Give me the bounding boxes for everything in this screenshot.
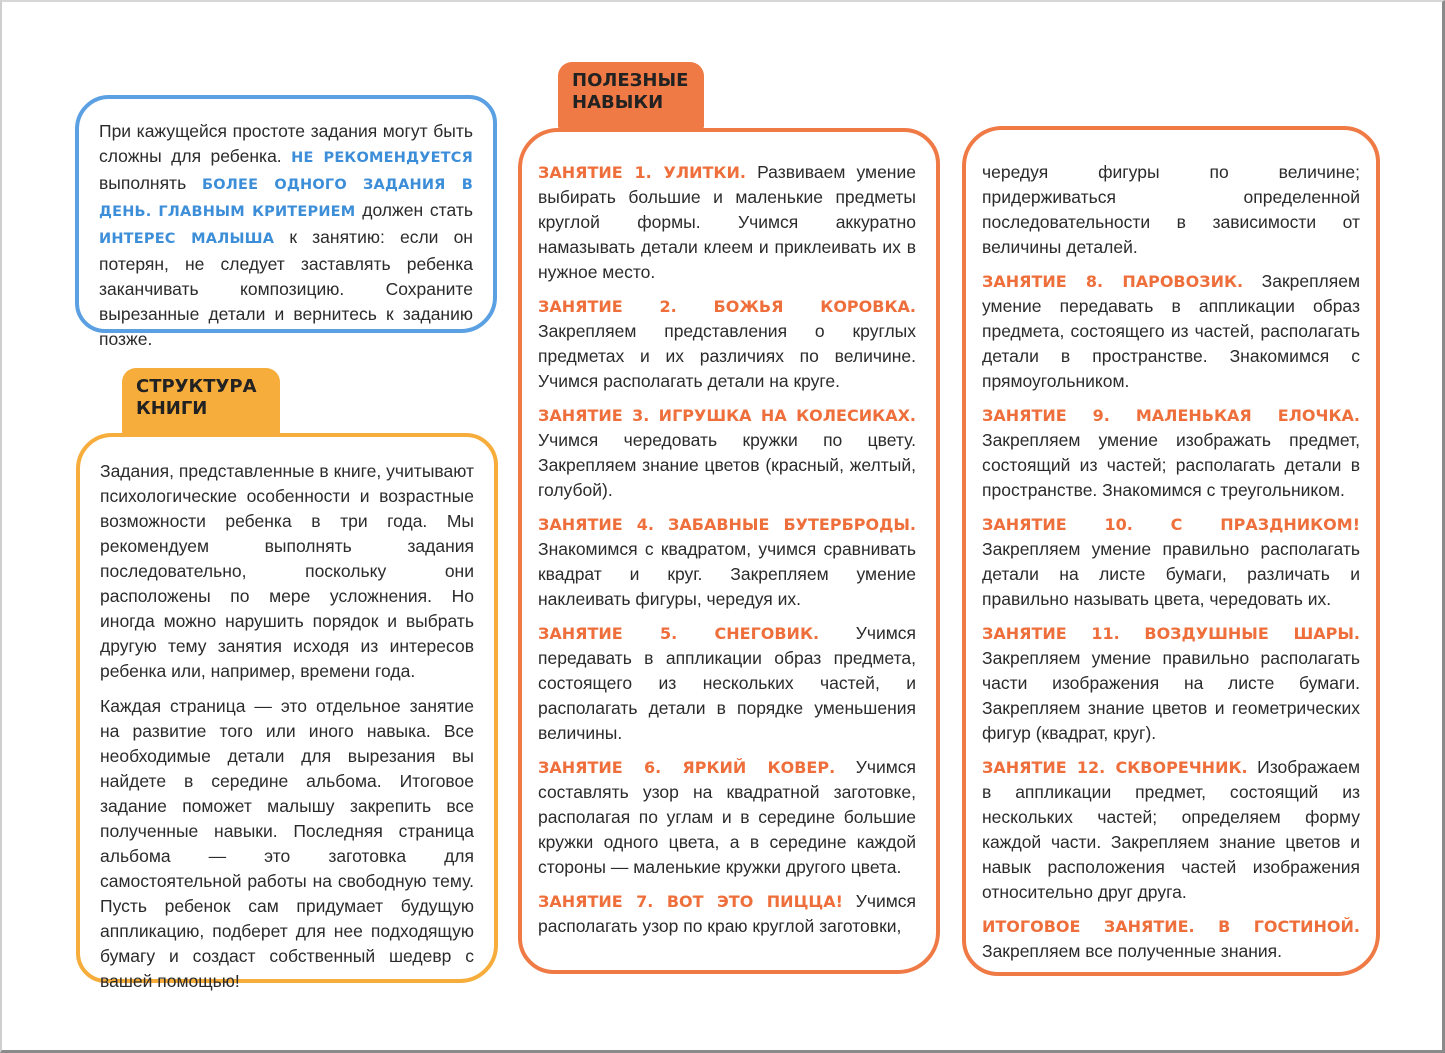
lesson-item <box>982 914 1360 964</box>
structure-tab-line1: СТРУКТУРА <box>136 376 257 397</box>
lesson-title: ЗАНЯТИЕ 5. СНЕГОВИК. <box>538 624 820 643</box>
lesson-text: Закрепляем умение правильно располагать детали на листе бумаги, различать и правильно называть цвета, чередовать их. <box>982 539 1360 609</box>
tip-highlight-one-task: БОЛЕЕ ОДНОГО ЗАДАНИЯ В ДЕНЬ. <box>99 177 473 220</box>
lesson-item <box>538 403 916 503</box>
lesson-item <box>982 755 1360 905</box>
lesson-title: ЗАНЯТИЕ 10. С ПРАЗДНИКОМ! <box>982 515 1360 534</box>
lesson-text: Учимся располагать узор по краю круглой заготовки, <box>538 891 916 936</box>
lesson-text: Закрепляем все полученные знания. <box>982 941 1282 961</box>
lesson-text: Закрепляем представления о круглых предметах и их различиях по величине. Учимся располагать детали на круге. <box>538 321 916 391</box>
lesson-text: Изображаем в аппликации предмет, состоящий из нескольких частей; определяем форму каждой части. Закрепляем знание цветов и навык расположения частей изображения относительно друг друга. <box>982 757 1360 902</box>
structure-tab-line2: КНИГИ <box>136 398 208 419</box>
lesson-item <box>538 755 916 880</box>
lesson-item <box>538 512 916 612</box>
lesson-item <box>538 294 916 394</box>
lesson-text: Закрепляем умение передавать в аппликации образ предмета, состоящего из частей, располагать детали в пространстве. Знакомимся с прямоугольником. <box>982 271 1360 391</box>
lesson-continuation: чередуя фигуры по величине; придерживаться определенной последовательности в зависимости от величины деталей. <box>982 162 1360 257</box>
lesson-title: ИТОГОВОЕ ЗАНЯТИЕ. В ГОСТИНОЙ. <box>982 917 1360 936</box>
tip-text: При кажущейся простоте задания могут быть сложны для ребенка. НЕ РЕКОМЕНДУЕТСЯ выполнять БОЛЕЕ ОДНОГО ЗАДАНИЯ В ДЕНЬ. ГЛАВНЫМ КРИТЕРИЕМ должен стать ИНТЕРЕС МАЛЫША к занятию: если он потерян, не следует заставлять ребенка заканчивать композицию. Сохраните вырезанные детали и вернитесь к заданию позже. <box>99 121 473 349</box>
lesson-title: ЗАНЯТИЕ 11. ВОЗДУШНЫЕ ШАРЫ. <box>982 624 1360 643</box>
lesson-text: Знакомимся с квадратом, учимся сравнивать квадрат и круг. Закрепляем умение наклеивать фигуры, чередуя их. <box>538 539 916 609</box>
skills-box-left <box>518 128 940 974</box>
lesson-item <box>982 269 1360 394</box>
lesson-title: ЗАНЯТИЕ 12. СКВОРЕЧНИК. <box>982 758 1248 777</box>
structure-paragraph-2: Каждая страница — это отдельное занятие на развитие того или иного навыка. Все необходимые детали для вырезания вы найдете в середине альбома. Итоговое задание поможет малышу закрепить все полученные навыки. Последняя страница альбома — это заготовка для самостоятельной работы на свободную тему. Пусть ребенок сам придумает будущую аппликацию, подберет для нее подходящую бумагу и создаст собственный шедевр с вашей помощью! <box>100 696 474 991</box>
skills-tab <box>558 62 704 130</box>
lesson-item <box>538 160 916 285</box>
lesson-title: ЗАНЯТИЕ 3. ИГРУШКА НА КОЛЕСИКАХ. <box>538 406 916 425</box>
lesson-title: ЗАНЯТИЕ 2. БОЖЬЯ КОРОВКА. <box>538 297 916 316</box>
skills-box-right <box>962 126 1380 976</box>
lesson-text: Учимся передавать в аппликации образ предмета, состоящего из нескольких частей, и располагать детали в порядке уменьшения величины. <box>538 623 916 743</box>
tip-highlight-criterion: ГЛАВНЫМ КРИТЕРИЕМ <box>158 204 356 220</box>
structure-box <box>76 433 498 991</box>
lesson-title: ЗАНЯТИЕ 1. УЛИТКИ. <box>538 163 746 182</box>
tip-box <box>75 95 497 349</box>
lesson-title: ЗАНЯТИЕ 4. ЗАБАВНЫЕ БУТЕРБРОДЫ. <box>538 515 916 534</box>
structure-paragraph-1: Задания, представленные в книге, учитывают психологические особенности и возрастные возможности ребенка в три года. Мы рекомендуем выполнять задания последовательно, поскольку они расположены по мере усложнения. Но иногда можно нарушить порядок и выбрать другую тему занятия исходя из интересов ребенка или, например, времени года. <box>100 461 474 681</box>
tip-highlight-not-recommended: НЕ РЕКОМЕНДУЕТСЯ <box>291 150 473 166</box>
lesson-text: Закрепляем умение изображать предмет, состоящий из частей; располагать детали в пространстве. Знакомимся с треугольником. <box>982 430 1360 500</box>
skills-tab-line1: ПОЛЕЗНЫЕ <box>572 70 689 91</box>
lesson-text: Закрепляем умение правильно располагать части изображения на листе бумаги. Закрепляем знание цветов и геометрических фигур (квадрат, круг). <box>982 648 1360 743</box>
lesson-item <box>538 889 916 939</box>
skills-tab-line2: НАВЫКИ <box>572 92 664 113</box>
lesson-item <box>982 512 1360 612</box>
lesson-text: Развиваем умение выбирать большие и маленькие предметы круглой формы. Учимся аккуратно намазывать детали клеем и приклеивать их в нужное место. <box>538 162 916 282</box>
lesson-item <box>982 403 1360 503</box>
lesson-title: ЗАНЯТИЕ 9. МАЛЕНЬКАЯ ЕЛОЧКА. <box>982 406 1360 425</box>
structure-tab <box>122 368 280 436</box>
lesson-item <box>982 621 1360 746</box>
lesson-item <box>538 621 916 746</box>
tip-highlight-interest: ИНТЕРЕС МАЛЫША <box>99 231 275 247</box>
lesson-text: Учимся составлять узор на квадратной заготовке, располагая по углам и в середине большие кружки одного цвета, а в середине каждой стороны — маленькие кружки другого цвета. <box>538 757 916 877</box>
lesson-title: ЗАНЯТИЕ 7. ВОТ ЭТО ПИЦЦА! <box>538 892 843 911</box>
lesson-title: ЗАНЯТИЕ 8. ПАРОВОЗИК. <box>982 272 1244 291</box>
lesson-title: ЗАНЯТИЕ 6. ЯРКИЙ КОВЕР. <box>538 758 836 777</box>
lesson-text: Учимся чередовать кружки по цвету. Закрепляем знание цветов (красный, желтый, голубой). <box>538 430 916 500</box>
